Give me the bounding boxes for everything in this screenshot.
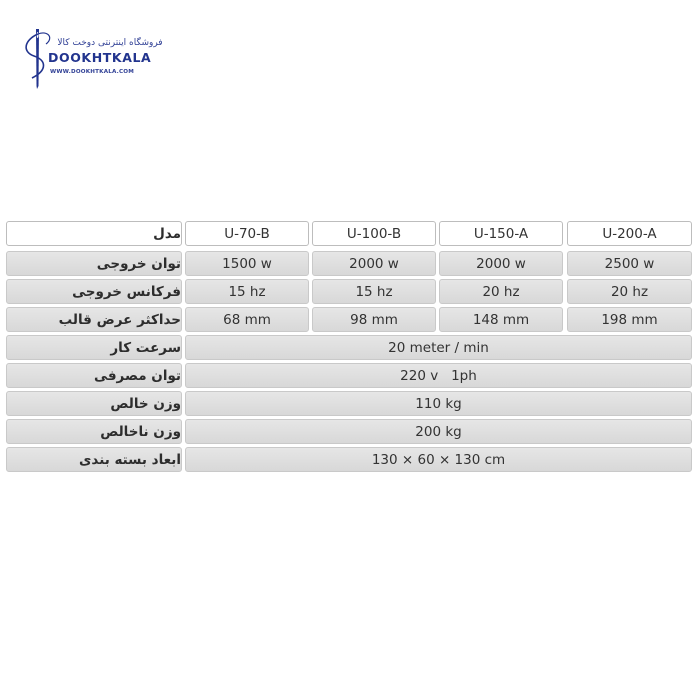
row-label-working-speed: سرعت کار [6, 335, 182, 360]
header-model-4: U-200-A [567, 221, 692, 246]
cell-power-consumption: 220 v 1ph [185, 363, 692, 388]
cell-max-mold-width-3: 148 mm [439, 307, 563, 332]
cell-working-speed: 20 meter / min [185, 335, 692, 360]
row-label-power-consumption: توان مصرفی [6, 363, 182, 388]
row-label-output-frequency: فرکانس خروجی [6, 279, 182, 304]
row-label-output-power: توان خروجی [6, 251, 182, 276]
cell-output-frequency-4: 20 hz [567, 279, 692, 304]
cell-output-power-1: 1500 w [185, 251, 309, 276]
cell-net-weight: 110 kg [185, 391, 692, 416]
row-label-package-dimensions: ابعاد بسته بندی [6, 447, 182, 472]
logo-brand-name: DOOKHTKALA [48, 50, 152, 65]
logo-website: WWW.DOOKHTKALA.COM [50, 69, 134, 75]
cell-output-power-3: 2000 w [439, 251, 563, 276]
cell-max-mold-width-4: 198 mm [567, 307, 692, 332]
row-label-max-mold-width: حداکثر عرض قالب [6, 307, 182, 332]
row-label-gross-weight: وزن ناخالص [6, 419, 182, 444]
row-label-net-weight: وزن خالص [6, 391, 182, 416]
cell-gross-weight: 200 kg [185, 419, 692, 444]
logo-persian-tagline: فروشگاه اینترنتی دوخت کالا [57, 38, 163, 48]
cell-output-power-2: 2000 w [312, 251, 436, 276]
cell-output-frequency-2: 15 hz [312, 279, 436, 304]
cell-output-power-4: 2500 w [567, 251, 692, 276]
cell-output-frequency-3: 20 hz [439, 279, 563, 304]
header-model-3: U-150-A [439, 221, 563, 246]
header-label-model: مدل [6, 221, 182, 246]
header-model-2: U-100-B [312, 221, 436, 246]
cell-max-mold-width-2: 98 mm [312, 307, 436, 332]
cell-max-mold-width-1: 68 mm [185, 307, 309, 332]
header-model-1: U-70-B [185, 221, 309, 246]
cell-package-dimensions: 130 × 60 × 130 cm [185, 447, 692, 472]
cell-output-frequency-1: 15 hz [185, 279, 309, 304]
